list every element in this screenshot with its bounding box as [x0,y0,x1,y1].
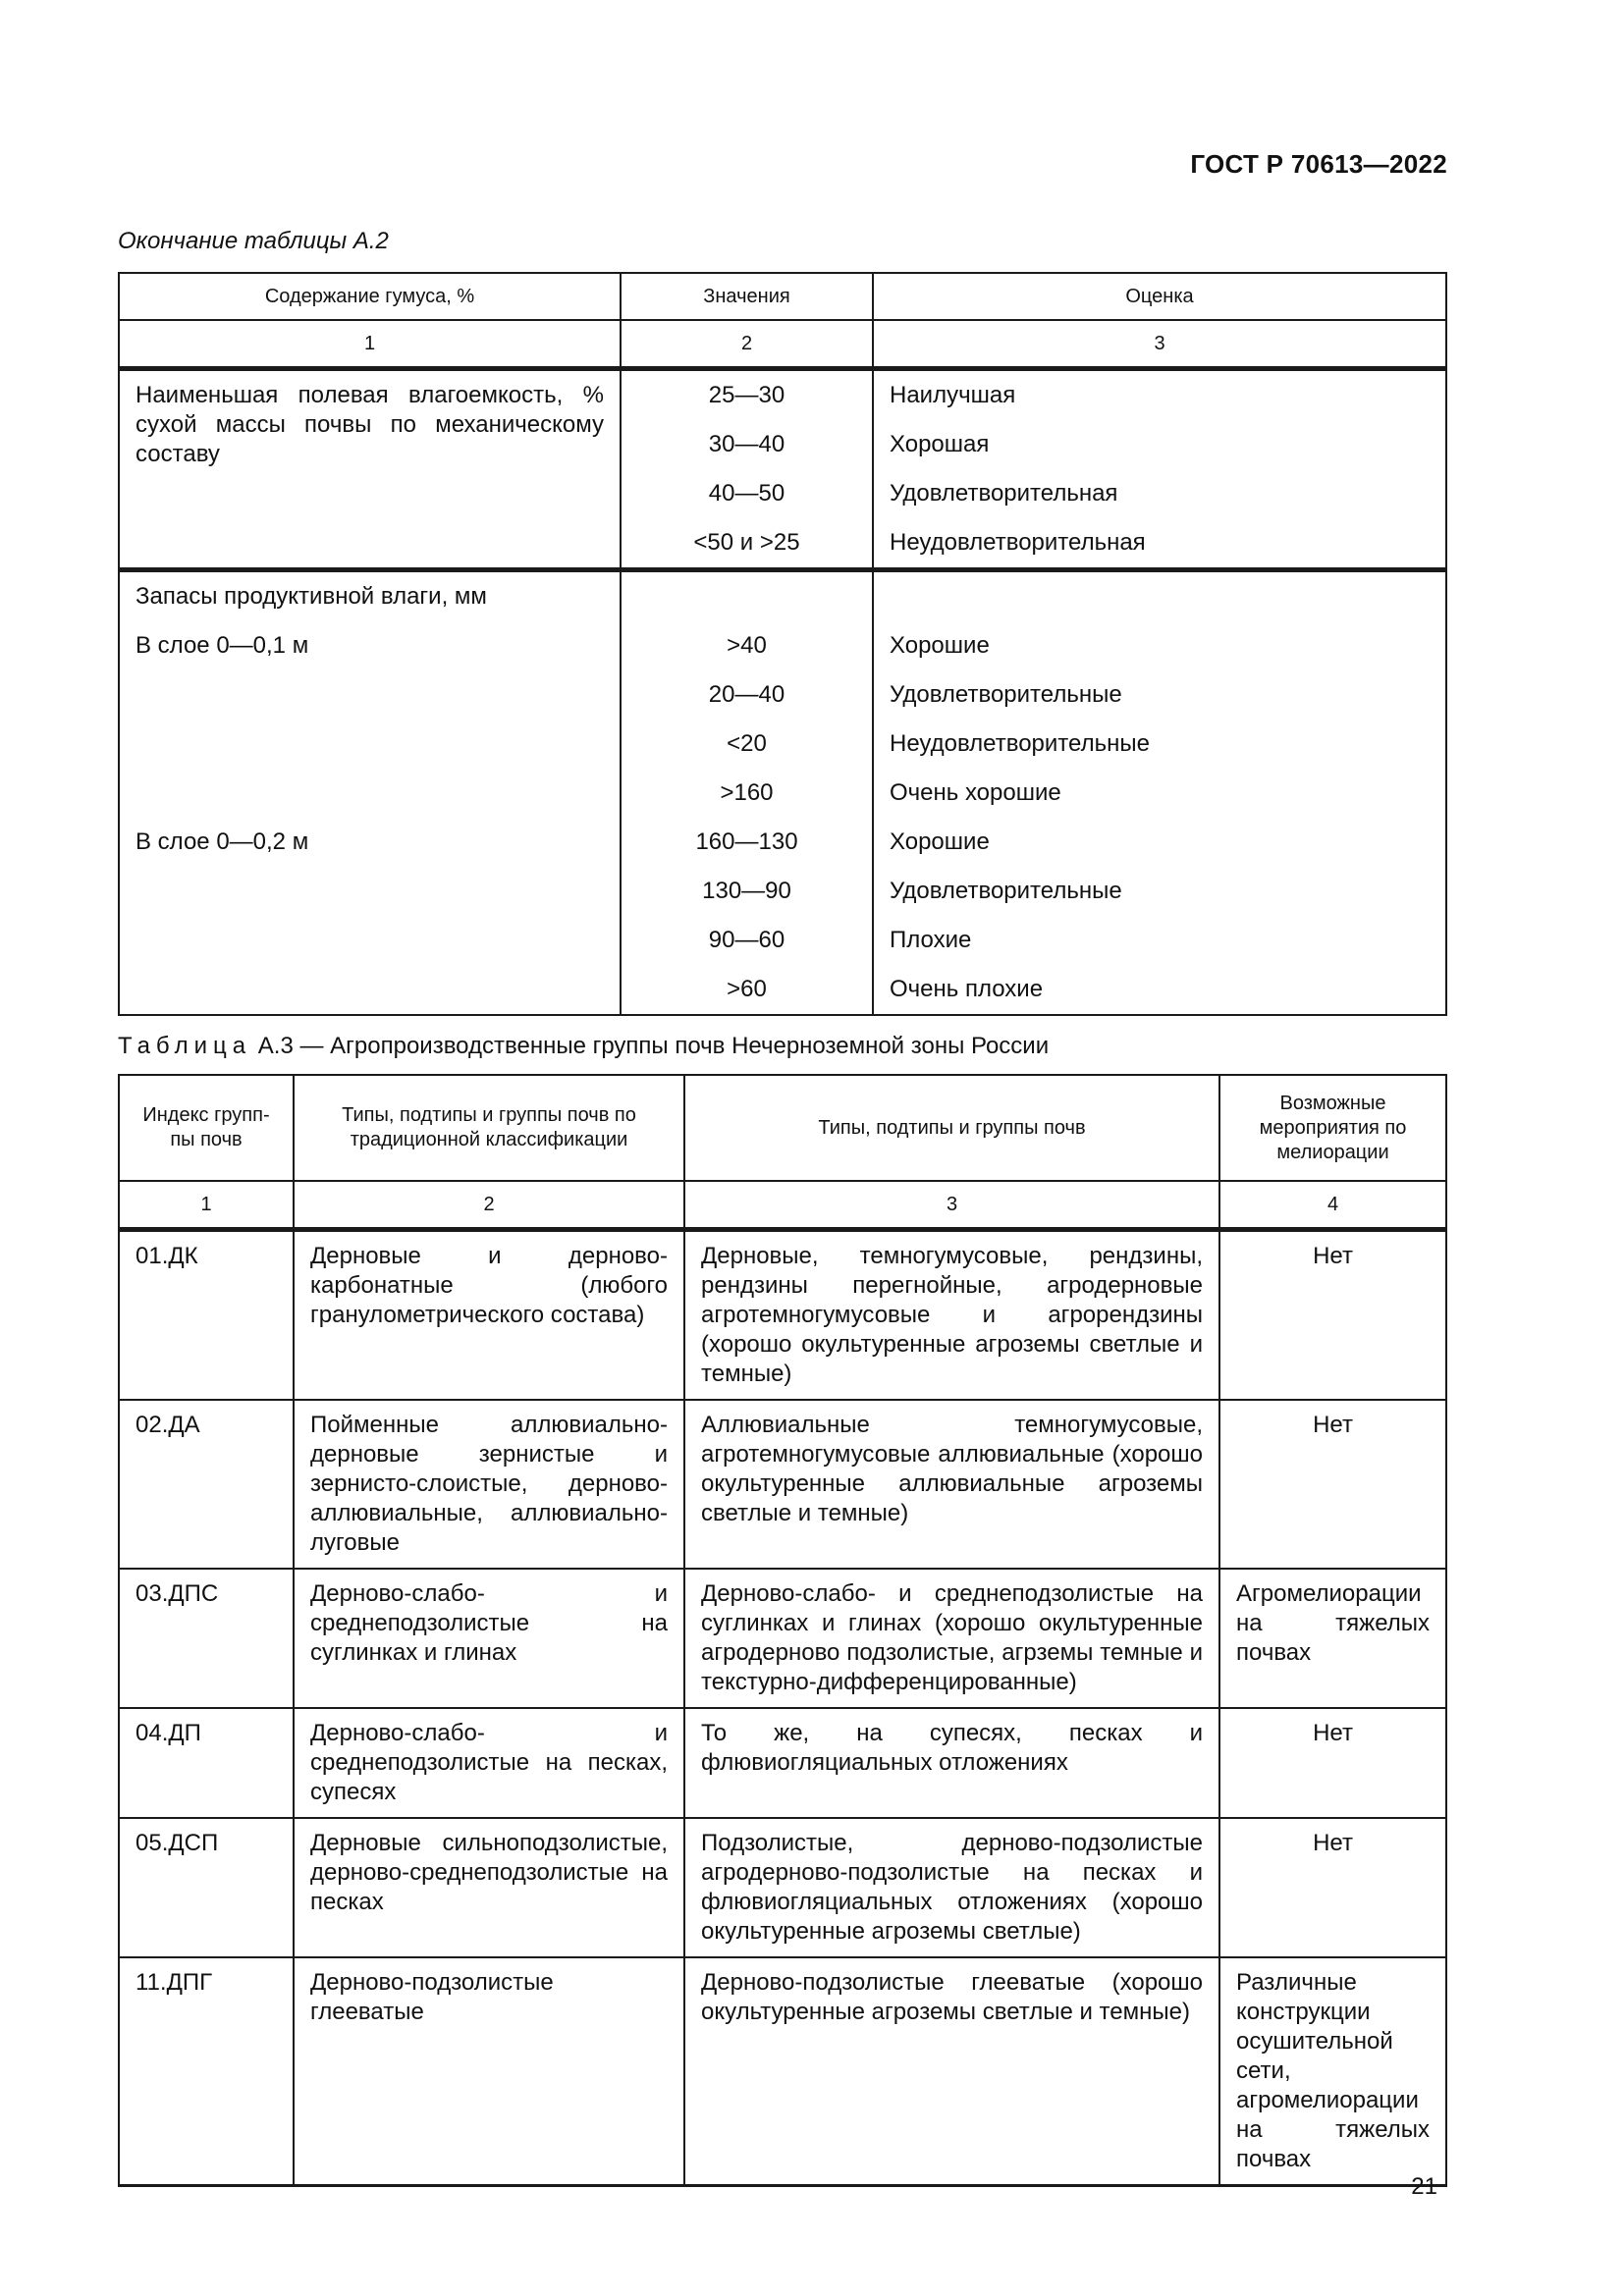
traditional-classification: Дерново-слабо- и среднеподзолистые на песках, супесях [294,1708,684,1818]
melioration-measures: Агромелиорации на тяжелых почвах [1219,1569,1446,1708]
ratings-cell [873,570,1446,1016]
page-number: 21 [1411,2173,1437,2200]
column-header: Типы, подтипы и группы почв по традиционной классификации [294,1075,684,1181]
traditional-classification: Дерновые сильноподзолистые, дерново-среднеподзолистые на песках [294,1818,684,1957]
column-header: Типы, подтипы и группы почв [684,1075,1219,1181]
modern-classification: Дерново-слабо- и среднеподзолистые на суглинках и глинах (хорошо окультуренные агродерново подзолистые, агрземы темные и текстурно-дифференцированные) [684,1569,1219,1708]
column-number: 3 [873,320,1446,369]
column-number: 4 [1219,1181,1446,1230]
layer-label: В слое 0—0,2 м [135,828,309,855]
value: 90—60 [708,927,785,953]
value: 30—40 [708,431,785,457]
rating: Удовлетворительная [890,480,1118,507]
table-row [119,369,1446,570]
value: 40—50 [708,480,785,507]
column-header: Индекс групп-пы почв [119,1075,294,1181]
column-header: Возможные мероприятия по мелиорации [1219,1075,1446,1181]
table-continuation-caption: Окончание таблицы А.2 [118,228,389,254]
values-cell [621,369,873,570]
rating: Хорошие [890,828,990,855]
value: 160—130 [695,828,798,855]
ratings-cell [873,369,1446,570]
group-index: 11.ДПГ [119,1957,294,2186]
indicator-cell [119,369,621,570]
indicator-title: Запасы продуктивной влаги, мм [135,583,487,610]
melioration-measures: Различные конструкции осушительной сети, агромелиорации на тяжелых почвах [1219,1957,1446,2186]
value: <20 [727,730,767,757]
table-row [119,570,1446,1016]
table-a3-caption [118,1033,1049,1060]
value: <50 и >25 [693,529,800,556]
column-number: 2 [621,320,873,369]
table-row [119,1818,1446,1957]
column-header: Оценка [873,273,1446,320]
modern-classification: Подзолистые, дерново-подзолистые агродерново-подзолистые на песках и флювиогляциальных отложениях (хорошо окультуренные агроземы светлые) [684,1818,1219,1957]
value [622,572,872,621]
column-number: 1 [119,1181,294,1230]
indicator-cell [119,570,621,1016]
indicator-name: Наименьшая полевая влагоемкость, % сухой массы почвы по механическому составу [135,382,604,467]
traditional-classification: Дерново-слабо- и среднеподзолистые на суглинках и глинах [294,1569,684,1708]
modern-classification: То же, на супесях, песках и флювиогляциальных отложениях [684,1708,1219,1818]
column-header: Содержание гумуса, % [119,273,621,320]
rating: Плохие [890,927,972,953]
rating: Очень хорошие [890,779,1061,806]
table-row [119,1230,1446,1401]
value: >40 [727,632,767,659]
table-caption-title: А.3 — Агропроизводственные группы почв Нечерноземной зоны России [257,1033,1050,1059]
layer-label: В слое 0—0,1 м [135,632,309,659]
group-index: 02.ДА [119,1400,294,1569]
modern-classification: Аллювиальные темногумусовые, агротемногумусовые аллювиальные (хорошо окультуренные аллювиальные агроземы светлые и темные) [684,1400,1219,1569]
table-caption-label: Таблица [118,1033,252,1059]
rating: Неудовлетворительные [890,730,1150,757]
group-index: 05.ДСП [119,1818,294,1957]
table-row [119,1569,1446,1708]
value: >160 [720,779,774,806]
melioration-measures: Нет [1219,1818,1446,1957]
traditional-classification: Дерновые и дерново-карбонатные (любого гранулометрического состава) [294,1230,684,1401]
rating: Хорошая [890,431,990,457]
rating: Наилучшая [890,382,1016,408]
melioration-measures: Нет [1219,1400,1446,1569]
melioration-measures: Нет [1219,1708,1446,1818]
column-number: 3 [684,1181,1219,1230]
rating: Удовлетворительные [890,681,1122,708]
column-header: Значения [621,273,873,320]
document-code: ГОСТ Р 70613—2022 [1190,149,1447,179]
rating [874,572,1445,621]
traditional-classification: Дерново-подзолистые глееватые [294,1957,684,2186]
values-cell [621,570,873,1016]
value: 20—40 [708,681,785,708]
value: 130—90 [702,878,791,904]
value: 25—30 [708,382,785,408]
rating: Неудовлетворительная [890,529,1146,556]
rating: Хорошие [890,632,990,659]
rating: Очень плохие [890,976,1044,1002]
table-row [119,1957,1446,2186]
group-index: 03.ДПС [119,1569,294,1708]
table-row [119,1708,1446,1818]
table-a2-continuation [118,272,1447,1016]
modern-classification: Дерново-подзолистые глееватые (хорошо окультуренные агроземы светлые и темные) [684,1957,1219,2186]
group-index: 01.ДК [119,1230,294,1401]
table-a3 [118,1074,1447,2187]
group-index: 04.ДП [119,1708,294,1818]
rating: Удовлетворительные [890,878,1122,904]
traditional-classification: Пойменные аллювиально-дерновые зернистые и зернисто-слоистые, дерново-аллювиальные, аллювиально-луговые [294,1400,684,1569]
column-number: 1 [119,320,621,369]
table-row [119,1400,1446,1569]
modern-classification: Дерновые, темногумусовые, рендзины, рендзины перегнойные, агродерновые агротемногумусовые и агрорендзины (хорошо окультуренные агроземы светлые и темные) [684,1230,1219,1401]
value: >60 [727,976,767,1002]
column-number: 2 [294,1181,684,1230]
melioration-measures: Нет [1219,1230,1446,1401]
